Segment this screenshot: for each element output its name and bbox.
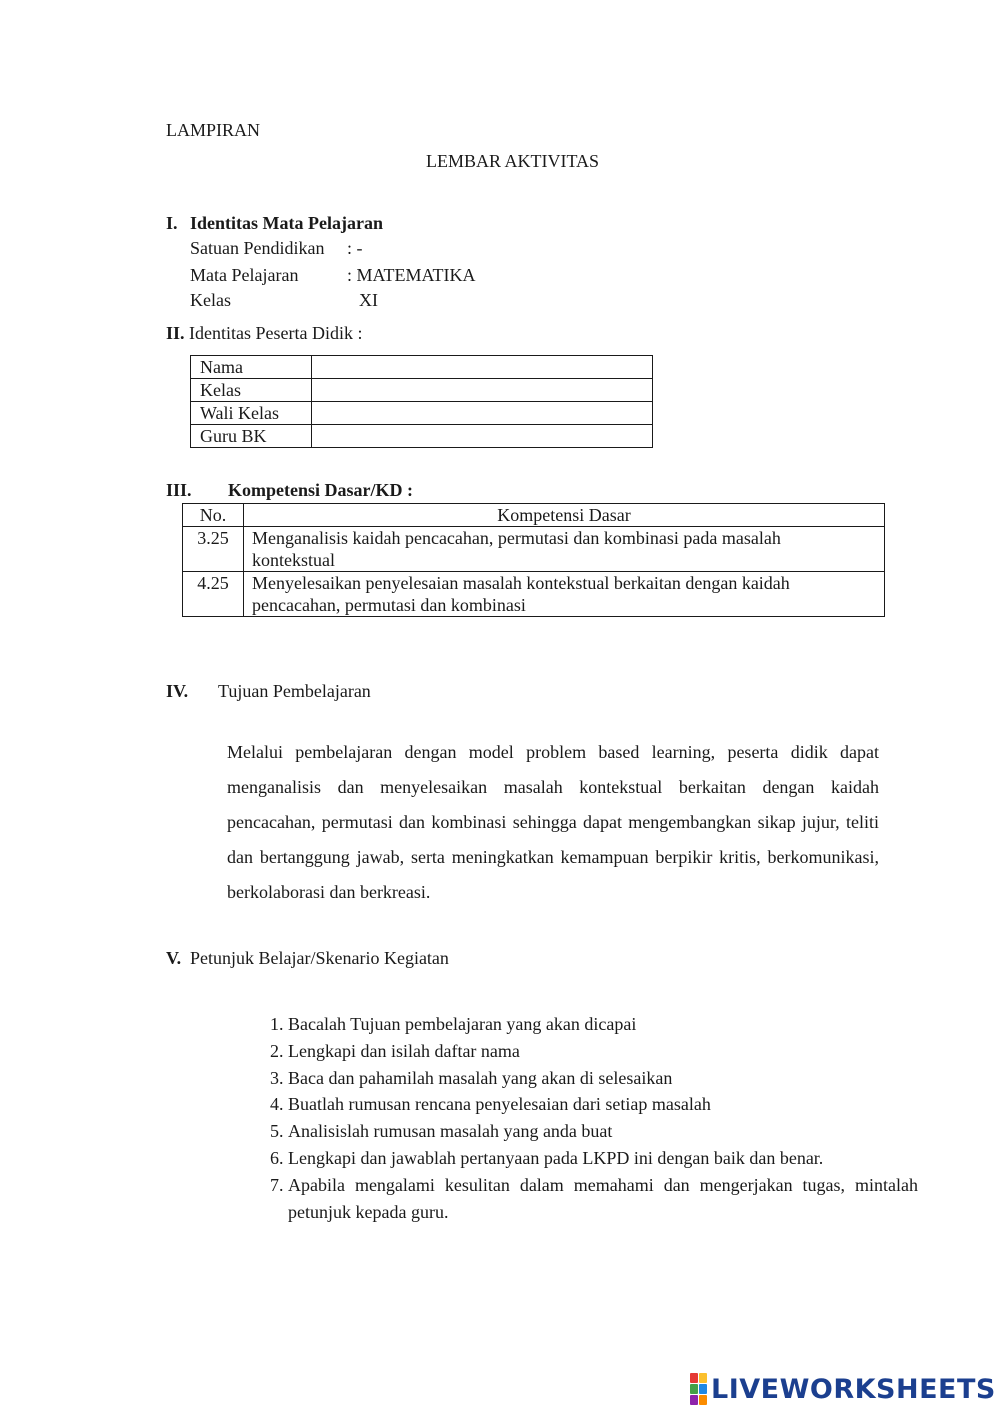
section-3-number: III. xyxy=(166,480,192,500)
column-header-kd: Kompetensi Dasar xyxy=(244,504,885,527)
field-label-kelas: Kelas xyxy=(191,379,312,402)
list-item: 4. Buatlah rumusan rencana penyelesaian dari setiap masalah xyxy=(288,1091,918,1118)
page-title: LEMBAR AKTIVITAS xyxy=(426,151,600,171)
kd-line: kontekstual xyxy=(252,550,335,570)
field-input-kelas[interactable] xyxy=(312,379,653,402)
section-1-heading: Identitas Mata Pelajaran xyxy=(190,213,383,233)
info-value-mapel: : MATEMATIKA xyxy=(347,265,476,285)
logo-text: LIVEWORKSHEETS xyxy=(711,1373,996,1405)
kd-number: 4.25 xyxy=(183,572,244,617)
table-row xyxy=(191,379,653,402)
list-item: 6. Lengkapi dan jawablah pertanyaan pada LKPD ini dengan baik dan benar. xyxy=(288,1145,918,1172)
kd-description xyxy=(244,527,885,572)
section-4-number: IV. xyxy=(166,681,189,701)
lampiran-label: LAMPIRAN xyxy=(166,120,261,140)
section-5-heading: Petunjuk Belajar/Skenario Kegiatan xyxy=(190,948,449,968)
instruction-list xyxy=(250,1011,918,1225)
table-row xyxy=(191,402,653,425)
field-input-guru-bk[interactable] xyxy=(312,425,653,448)
table-header-row xyxy=(183,504,885,527)
logo-blocks-icon xyxy=(690,1373,707,1405)
list-item: 3. Baca dan pahamilah masalah yang akan di selesaikan xyxy=(288,1065,918,1092)
field-input-nama[interactable] xyxy=(312,356,653,379)
field-input-wali-kelas[interactable] xyxy=(312,402,653,425)
section-4-heading: Tujuan Pembelajaran xyxy=(218,681,371,701)
kd-line: Menyelesaikan penyelesaian masalah kontekstual berkaitan dengan kaidah xyxy=(252,573,790,593)
kd-description xyxy=(244,572,885,617)
competency-table xyxy=(182,503,885,617)
field-label-nama: Nama xyxy=(191,356,312,379)
section-1-number: I. xyxy=(166,213,178,233)
info-value-satuan: : - xyxy=(347,238,363,258)
info-label-mapel: Mata Pelajaran xyxy=(190,265,299,285)
paragraph-text: Melalui pembelajaran dengan model problem based learning, peserta didik dapat menganalisis dan menyelesaikan masalah kontekstual berkaitan dengan kaidah pencacahan, permutasi dan kombinasi sehingga dapat mengembangkan sikap jujur, teliti dan bertanggung jawab, serta meningkatkan kemampuan berpikir kritis, berkomunikasi, berkolaborasi dan berkreasi. xyxy=(227,742,879,902)
list-item: 7. Apabila mengalami kesulitan dalam memahami dan mengerjakan tugas, mintalah petunjuk kepada guru. xyxy=(288,1172,918,1226)
list-item: 5. Analisislah rumusan masalah yang anda buat xyxy=(288,1118,918,1145)
info-label-satuan: Satuan Pendidikan xyxy=(190,238,325,258)
field-label-guru-bk: Guru BK xyxy=(191,425,312,448)
table-row xyxy=(183,572,885,617)
student-identity-table xyxy=(190,355,653,448)
section-2-heading: Identitas Peserta Didik : xyxy=(189,323,363,343)
table-row xyxy=(191,425,653,448)
table-row xyxy=(183,527,885,572)
section-5-number: V. xyxy=(166,948,182,968)
learning-objective-paragraph xyxy=(227,735,879,910)
field-label-wali-kelas: Wali Kelas xyxy=(191,402,312,425)
info-label-kelas: Kelas xyxy=(190,290,231,310)
kd-line: pencacahan, permutasi dan kombinasi xyxy=(252,595,526,615)
kd-number: 3.25 xyxy=(183,527,244,572)
liveworksheets-logo[interactable] xyxy=(690,1374,996,1404)
table-row xyxy=(191,356,653,379)
kd-line: Menganalisis kaidah pencacahan, permutasi dan kombinasi pada masalah xyxy=(252,528,781,548)
section-3-heading: Kompetensi Dasar/KD : xyxy=(228,480,413,500)
info-value-kelas: XI xyxy=(359,290,378,310)
section-2-number: II. xyxy=(166,323,185,343)
column-header-no: No. xyxy=(183,504,244,527)
list-item: 2. Lengkapi dan isilah daftar nama xyxy=(288,1038,918,1065)
list-item: 1. Bacalah Tujuan pembelajaran yang akan dicapai xyxy=(288,1011,918,1038)
